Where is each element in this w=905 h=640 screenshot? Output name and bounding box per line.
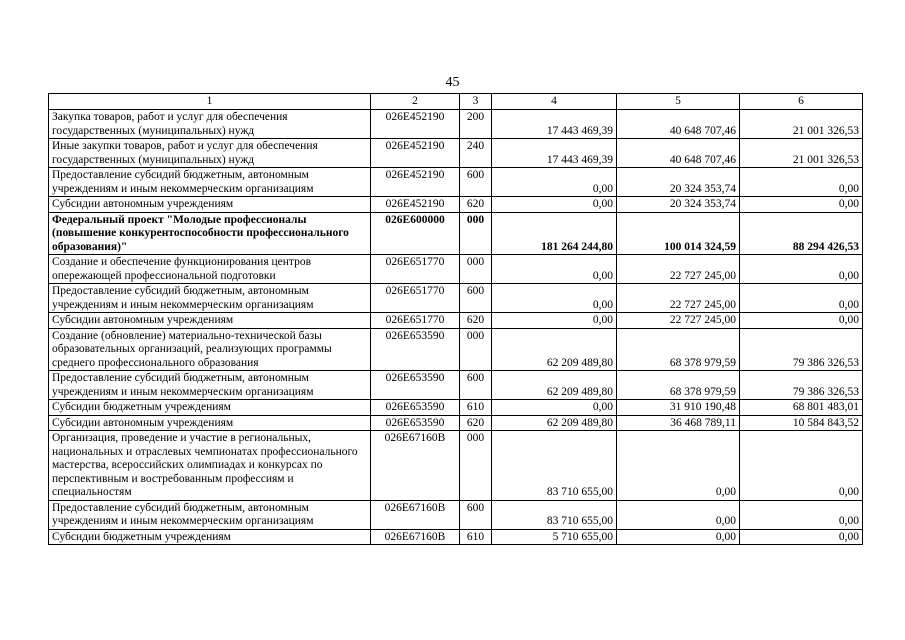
row-value-6-cell: 0,00 <box>740 529 863 545</box>
budget-table <box>48 93 863 545</box>
row-code-cell: 026Е651770 <box>371 255 460 284</box>
row-value-5-cell: 0,00 <box>617 529 740 545</box>
row-type-cell: 620 <box>460 415 492 431</box>
table-row <box>49 400 863 416</box>
row-value-4-cell: 0,00 <box>492 284 617 313</box>
table-row <box>49 529 863 545</box>
row-value-6-cell: 79 386 326,53 <box>740 371 863 400</box>
table-row <box>49 328 863 371</box>
row-value-5-cell: 31 910 190,48 <box>617 400 740 416</box>
row-value-5-cell: 20 324 353,74 <box>617 197 740 213</box>
row-value-5-cell: 68 378 979,59 <box>617 328 740 371</box>
row-type-cell: 240 <box>460 139 492 168</box>
header-col-1: 1 <box>49 94 371 110</box>
row-type-cell: 200 <box>460 110 492 139</box>
row-value-4-cell: 83 710 655,00 <box>492 431 617 501</box>
header-col-3: 3 <box>460 94 492 110</box>
row-value-5-cell: 40 648 707,46 <box>617 110 740 139</box>
table-row <box>49 197 863 213</box>
row-type-cell: 000 <box>460 212 492 255</box>
row-name-cell: Предоставление субсидий бюджетным, автономным учреждениям и иным некоммерческим организациям <box>49 284 371 313</box>
row-value-6-cell: 0,00 <box>740 500 863 529</box>
row-code-cell: 026Е653590 <box>371 400 460 416</box>
row-value-4-cell: 17 443 469,39 <box>492 139 617 168</box>
table-row <box>49 212 863 255</box>
row-type-cell: 620 <box>460 313 492 329</box>
row-value-6-cell: 0,00 <box>740 313 863 329</box>
row-type-cell: 000 <box>460 328 492 371</box>
row-value-4-cell: 17 443 469,39 <box>492 110 617 139</box>
table-row <box>49 255 863 284</box>
row-name-cell: Организация, проведение и участие в региональных, национальных и отраслевых чемпионатах профессионального мастерства, всероссийских олимпиадах и конкурсах по перспективным и востребованным профессиям и специальностям <box>49 431 371 501</box>
table-row <box>49 139 863 168</box>
table-row <box>49 500 863 529</box>
row-code-cell: 026Е452190 <box>371 139 460 168</box>
row-value-6-cell: 79 386 326,53 <box>740 328 863 371</box>
row-name-cell: Федеральный проект "Молодые профессионалы (повышение конкурентоспособности профессионального образования)" <box>49 212 371 255</box>
row-value-4-cell: 0,00 <box>492 255 617 284</box>
row-type-cell: 000 <box>460 255 492 284</box>
row-value-4-cell: 0,00 <box>492 400 617 416</box>
row-name-cell: Предоставление субсидий бюджетным, автономным учреждениям и иным некоммерческим организациям <box>49 500 371 529</box>
row-value-5-cell: 20 324 353,74 <box>617 168 740 197</box>
row-code-cell: 026Е452190 <box>371 197 460 213</box>
row-value-4-cell: 62 209 489,80 <box>492 371 617 400</box>
header-col-2: 2 <box>371 94 460 110</box>
row-value-6-cell: 10 584 843,52 <box>740 415 863 431</box>
row-name-cell: Создание (обновление) материально-технической базы образовательных организаций, реализующих программы среднего профессионального образования <box>49 328 371 371</box>
row-type-cell: 000 <box>460 431 492 501</box>
row-type-cell: 610 <box>460 529 492 545</box>
table-row <box>49 313 863 329</box>
row-code-cell: 026Е67160В <box>371 529 460 545</box>
row-type-cell: 610 <box>460 400 492 416</box>
row-value-6-cell: 0,00 <box>740 284 863 313</box>
table-row <box>49 284 863 313</box>
table-row <box>49 371 863 400</box>
row-value-4-cell: 0,00 <box>492 197 617 213</box>
row-code-cell: 026Е452190 <box>371 110 460 139</box>
row-type-cell: 600 <box>460 500 492 529</box>
row-code-cell: 026Е653590 <box>371 328 460 371</box>
row-name-cell: Закупка товаров, работ и услуг для обеспечения государственных (муниципальных) нужд <box>49 110 371 139</box>
row-value-5-cell: 22 727 245,00 <box>617 313 740 329</box>
row-value-5-cell: 0,00 <box>617 431 740 501</box>
row-code-cell: 026Е452190 <box>371 168 460 197</box>
row-type-cell: 600 <box>460 284 492 313</box>
row-code-cell: 026Е67160В <box>371 500 460 529</box>
table-header-row <box>49 94 863 110</box>
row-value-6-cell: 21 001 326,53 <box>740 139 863 168</box>
table-row <box>49 110 863 139</box>
row-name-cell: Создание и обеспечение функционирования центров опережающей профессиональной подготовки <box>49 255 371 284</box>
row-name-cell: Предоставление субсидий бюджетным, автономным учреждениям и иным некоммерческим организациям <box>49 371 371 400</box>
row-value-4-cell: 0,00 <box>492 313 617 329</box>
row-code-cell: 026Е651770 <box>371 284 460 313</box>
row-value-6-cell: 0,00 <box>740 431 863 501</box>
row-value-4-cell: 62 209 489,80 <box>492 415 617 431</box>
row-value-6-cell: 0,00 <box>740 168 863 197</box>
row-name-cell: Субсидии бюджетным учреждениям <box>49 529 371 545</box>
row-value-6-cell: 68 801 483,01 <box>740 400 863 416</box>
row-name-cell: Субсидии автономным учреждениям <box>49 313 371 329</box>
row-value-6-cell: 88 294 426,53 <box>740 212 863 255</box>
row-value-5-cell: 22 727 245,00 <box>617 255 740 284</box>
row-value-5-cell: 36 468 789,11 <box>617 415 740 431</box>
row-type-cell: 620 <box>460 197 492 213</box>
row-name-cell: Иные закупки товаров, работ и услуг для обеспечения государственных (муниципальных) нужд <box>49 139 371 168</box>
row-code-cell: 026Е600000 <box>371 212 460 255</box>
row-name-cell: Субсидии автономным учреждениям <box>49 197 371 213</box>
row-value-4-cell: 62 209 489,80 <box>492 328 617 371</box>
row-value-6-cell: 0,00 <box>740 197 863 213</box>
header-col-5: 5 <box>617 94 740 110</box>
page-number: 45 <box>445 75 460 90</box>
row-value-6-cell: 21 001 326,53 <box>740 110 863 139</box>
row-name-cell: Субсидии бюджетным учреждениям <box>49 400 371 416</box>
row-name-cell: Предоставление субсидий бюджетным, автономным учреждениям и иным некоммерческим организациям <box>49 168 371 197</box>
row-value-5-cell: 0,00 <box>617 500 740 529</box>
row-value-5-cell: 22 727 245,00 <box>617 284 740 313</box>
table-row <box>49 168 863 197</box>
row-name-cell: Субсидии автономным учреждениям <box>49 415 371 431</box>
row-value-5-cell: 100 014 324,59 <box>617 212 740 255</box>
row-type-cell: 600 <box>460 371 492 400</box>
row-value-4-cell: 83 710 655,00 <box>492 500 617 529</box>
header-col-4: 4 <box>492 94 617 110</box>
row-value-4-cell: 181 264 244,80 <box>492 212 617 255</box>
row-code-cell: 026Е653590 <box>371 371 460 400</box>
row-value-4-cell: 0,00 <box>492 168 617 197</box>
row-value-4-cell: 5 710 655,00 <box>492 529 617 545</box>
row-value-5-cell: 40 648 707,46 <box>617 139 740 168</box>
table-row <box>49 431 863 501</box>
header-col-6: 6 <box>740 94 863 110</box>
row-code-cell: 026Е67160В <box>371 431 460 501</box>
row-code-cell: 026Е653590 <box>371 415 460 431</box>
row-type-cell: 600 <box>460 168 492 197</box>
row-code-cell: 026Е651770 <box>371 313 460 329</box>
row-value-5-cell: 68 378 979,59 <box>617 371 740 400</box>
row-value-6-cell: 0,00 <box>740 255 863 284</box>
table-row <box>49 415 863 431</box>
